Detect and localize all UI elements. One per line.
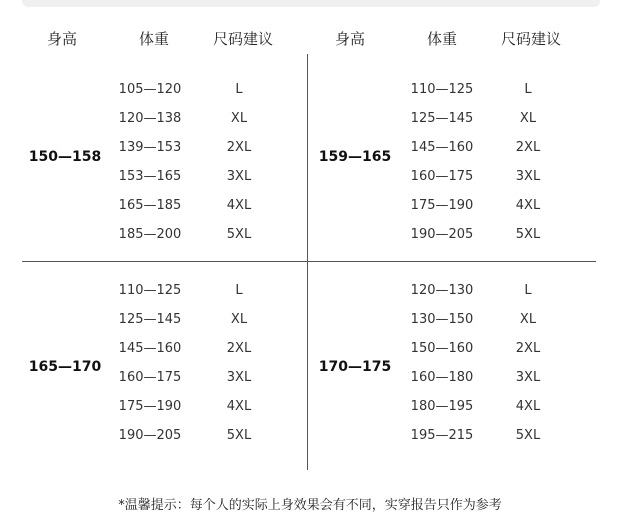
weight-range: 180—195: [410, 399, 474, 414]
size-recommendation: 2XL: [226, 341, 252, 356]
weight-range: 120—138: [118, 111, 182, 126]
weight-range: 125—145: [118, 312, 182, 327]
size-recommendation: 2XL: [515, 140, 541, 155]
weight-range: 145—160: [410, 140, 474, 155]
vertical-divider-top: [307, 54, 308, 261]
weight-range: 125—145: [410, 111, 474, 126]
size-recommendation: XL: [519, 312, 537, 327]
weight-range: 130—150: [410, 312, 474, 327]
weight-range: 190—205: [410, 227, 474, 242]
size-recommendation: 3XL: [515, 169, 541, 184]
size-recommendation: 5XL: [226, 227, 252, 242]
weight-range: 160—175: [410, 169, 474, 184]
weight-range: 150—160: [410, 341, 474, 356]
size-recommendation: 4XL: [515, 399, 541, 414]
footer-note: *温馨提示：每个人的实际上身效果会有不同，实穿报告只作为参考: [118, 498, 502, 513]
weight-range: 185—200: [118, 227, 182, 242]
size-recommendation: 2XL: [515, 341, 541, 356]
header-height-right: 身高: [334, 30, 365, 48]
size-recommendation: 3XL: [515, 370, 541, 385]
header-height-left: 身高: [46, 30, 77, 48]
size-recommendation: 5XL: [515, 428, 541, 443]
weight-range: 110—125: [118, 283, 182, 298]
weight-range: 160—175: [118, 370, 182, 385]
size-recommendation: L: [235, 283, 243, 298]
header-weight-right: 体重: [426, 30, 457, 48]
size-recommendation: L: [524, 283, 532, 298]
top-banner: [22, 0, 600, 7]
weight-range: 175—190: [410, 198, 474, 213]
height-range: 170—175: [318, 359, 392, 375]
weight-range: 165—185: [118, 198, 182, 213]
weight-range: 160—180: [410, 370, 474, 385]
size-recommendation: 2XL: [226, 140, 252, 155]
weight-range: 175—190: [118, 399, 182, 414]
weight-range: 195—215: [410, 428, 474, 443]
size-recommendation: 5XL: [515, 227, 541, 242]
horizontal-divider: [22, 261, 596, 262]
weight-range: 120—130: [410, 283, 474, 298]
size-recommendation: L: [235, 82, 243, 97]
size-recommendation: 3XL: [226, 169, 252, 184]
height-range: 165—170: [28, 359, 102, 375]
weight-range: 190—205: [118, 428, 182, 443]
weight-range: 153—165: [118, 169, 182, 184]
weight-range: 145—160: [118, 341, 182, 356]
size-recommendation: 4XL: [226, 399, 252, 414]
header-weight-left: 体重: [138, 30, 169, 48]
size-recommendation: 4XL: [515, 198, 541, 213]
size-recommendation: 3XL: [226, 370, 252, 385]
size-recommendation: XL: [230, 111, 248, 126]
size-recommendation: 4XL: [226, 198, 252, 213]
size-recommendation: XL: [230, 312, 248, 327]
size-recommendation: XL: [519, 111, 537, 126]
header-size-right: 尺码建议: [500, 30, 561, 48]
weight-range: 110—125: [410, 82, 474, 97]
vertical-divider-bottom: [307, 262, 308, 470]
weight-range: 105—120: [118, 82, 182, 97]
size-recommendation: L: [524, 82, 532, 97]
size-recommendation: 5XL: [226, 428, 252, 443]
header-size-left: 尺码建议: [212, 30, 273, 48]
height-range: 150—158: [28, 149, 102, 165]
weight-range: 139—153: [118, 140, 182, 155]
height-range: 159—165: [318, 149, 392, 165]
